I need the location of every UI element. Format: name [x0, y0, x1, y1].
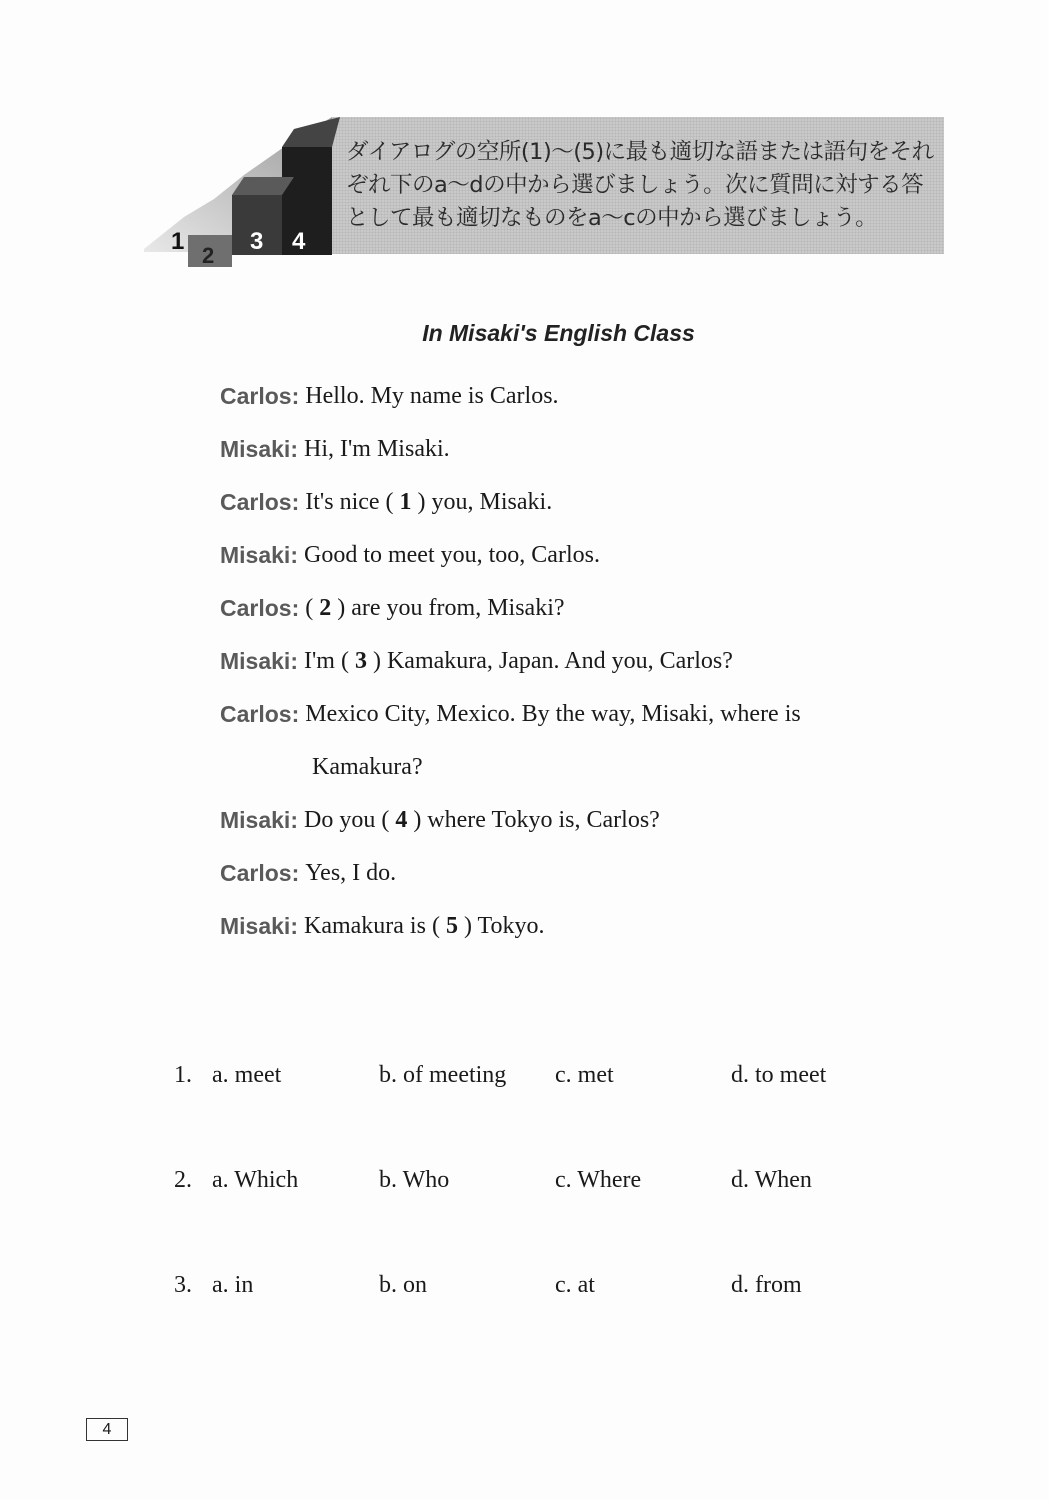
blank-number: 5	[445, 913, 458, 939]
dialogue-text: (	[305, 595, 320, 621]
choice-c: c. met	[555, 1062, 614, 1088]
speaker-name: Carlos:	[220, 489, 300, 515]
dialogue-text: Good to meet you, too, Carlos.	[303, 542, 600, 568]
choice-b: b. of meeting	[379, 1062, 507, 1088]
dialogue-line	[220, 900, 920, 953]
dialogue-line	[220, 476, 920, 529]
answer-choices	[174, 1052, 894, 1367]
dialogue-text: Do you (	[303, 807, 396, 833]
choice-a: a. in	[212, 1272, 254, 1298]
choice-a: a. meet	[212, 1062, 282, 1088]
choice-d: d. When	[731, 1167, 812, 1193]
step-number: 3	[250, 228, 264, 255]
step-number: 1	[171, 228, 185, 255]
dialogue	[220, 370, 920, 953]
dialogue-line	[220, 423, 920, 476]
dialogue-text: ) Tokyo.	[457, 913, 545, 939]
page-number: 4	[86, 1418, 128, 1441]
dialogue-line	[220, 370, 920, 423]
step-number: 4	[292, 228, 306, 255]
dialogue-text: Hi, I'm Misaki.	[303, 436, 450, 462]
speaker-name: Misaki:	[220, 807, 298, 833]
dialogue-line	[220, 635, 920, 688]
steps-icon	[144, 117, 340, 269]
dialogue-text: ) are you from, Misaki?	[331, 595, 565, 621]
blank-number: 3	[354, 648, 367, 674]
dialogue-line	[220, 741, 920, 794]
dialogue-text: Kamakura is (	[303, 913, 446, 939]
speaker-name: Misaki:	[220, 913, 298, 939]
choice-row	[174, 1052, 894, 1157]
dialogue-text: Hello. My name is Carlos.	[305, 383, 559, 409]
speaker-name: Misaki:	[220, 542, 298, 568]
choice-row	[174, 1157, 894, 1262]
choice-d: d. to meet	[731, 1062, 827, 1088]
choice-b: b. Who	[379, 1167, 450, 1193]
dialogue-line	[220, 794, 920, 847]
speaker-name: Carlos:	[220, 595, 300, 621]
question-number: 2.	[174, 1167, 192, 1193]
dialogue-text: ) you, Misaki.	[411, 489, 553, 515]
speaker-name: Misaki:	[220, 648, 298, 674]
blank-number: 2	[319, 595, 332, 621]
question-number: 1.	[174, 1062, 192, 1088]
speaker-name: Carlos:	[220, 701, 300, 727]
choice-d: d. from	[731, 1272, 802, 1298]
dialogue-text: It's nice (	[305, 489, 400, 515]
choice-row	[174, 1262, 894, 1367]
choice-b: b. on	[379, 1272, 427, 1298]
dialogue-text: ) where Tokyo is, Carlos?	[407, 807, 660, 833]
dialogue-text: ) Kamakura, Japan. And you, Carlos?	[366, 648, 733, 674]
blank-number: 1	[399, 489, 412, 515]
dialogue-text: Yes, I do.	[305, 860, 397, 886]
dialogue-line	[220, 688, 920, 741]
speaker-name: Carlos:	[220, 383, 300, 409]
dialogue-line	[220, 582, 920, 635]
dialogue-text: Kamakura?	[312, 754, 423, 780]
dialogue-text: Mexico City, Mexico. By the way, Misaki, where is	[305, 701, 801, 727]
dialogue-text: I'm (	[303, 648, 355, 674]
instructions-text: ダイアログの空所(1)～(5)に最も適切な語または語句をそれぞれ下のa～dの中から選びましょう。次に質問に対する答として最も適切なものをa～cの中から選びましょう。	[346, 139, 934, 231]
step-number: 2	[202, 243, 215, 268]
speaker-name: Misaki:	[220, 436, 298, 462]
speaker-name: Carlos:	[220, 860, 300, 886]
question-number: 3.	[174, 1272, 192, 1298]
choice-c: c. at	[555, 1272, 595, 1298]
blank-number: 4	[395, 807, 408, 833]
page-title: In Misaki's English Class	[422, 320, 695, 346]
dialogue-line	[220, 529, 920, 582]
choice-c: c. Where	[555, 1167, 642, 1193]
dialogue-line	[220, 847, 920, 900]
choice-a: a. Which	[212, 1167, 299, 1193]
